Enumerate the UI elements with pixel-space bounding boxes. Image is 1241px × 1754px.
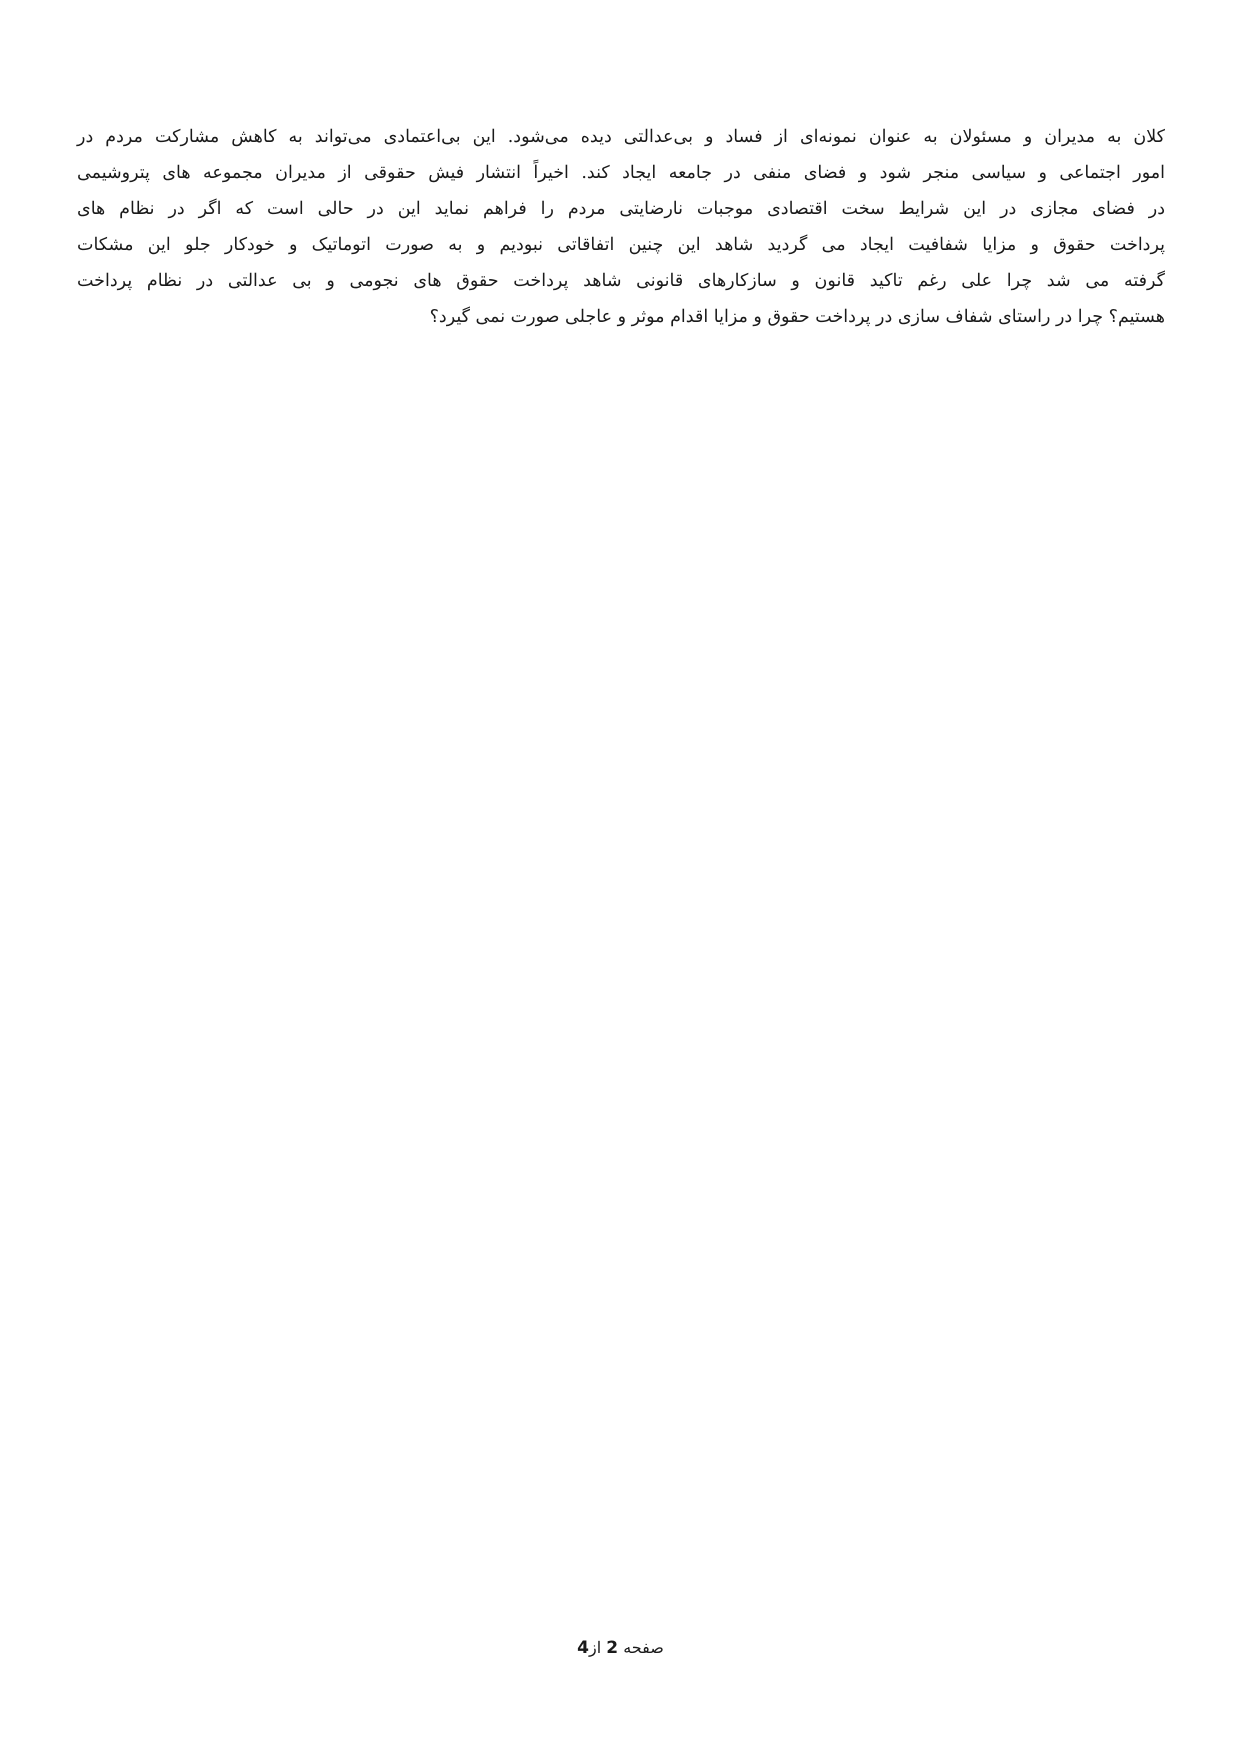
paragraph-line: پرداخت حقوق و مزایا شفافیت ایجاد می گردید شاهد این چنین اتفاقاتی نبودیم و به صورت اتوماتیک و خودکار جلو این مشکات [77,235,1165,255]
page-label: صفحه [623,1638,664,1657]
paragraph-line: کلان به مدیران و مسئولان به عنوان نمونه‌ای از فساد و بی‌عدالتی دیده می‌شود. این بی‌اعتمادی می‌تواند به کاهش مشارکت مردم در [77,127,1165,147]
total-pages-number: 4 [577,1638,590,1658]
paragraph-line: گرفته می شد چرا علی رغم تاکید قانون و سازکارهای قانونی شاهد پرداخت حقوق های نجومی و بی عدالتی در نظام پرداخت [77,271,1165,291]
of-label: از [589,1638,602,1657]
paragraph-line: هستیم؟ چرا در راستای شفاف سازی در پرداخت حقوق و مزایا اقدام موثر و عاجلی صورت نمی گیرد؟ [429,307,1165,327]
paragraph-line: در فضای مجازی در این شرایط سخت اقتصادی موجبات نارضایتی مردم را فراهم نماید این در حالی است که اگر در نظام های [77,199,1165,219]
current-page-number: 2 [606,1638,619,1658]
paragraph-line: امور اجتماعی و سیاسی منجر شود و فضای منفی در جامعه ایجاد کند. اخیراً انتشار فیش حقوقی از مدیران مجموعه های پتروشیمی [77,163,1165,183]
page-footer [0,1636,1241,1660]
body-paragraph [77,119,1165,335]
